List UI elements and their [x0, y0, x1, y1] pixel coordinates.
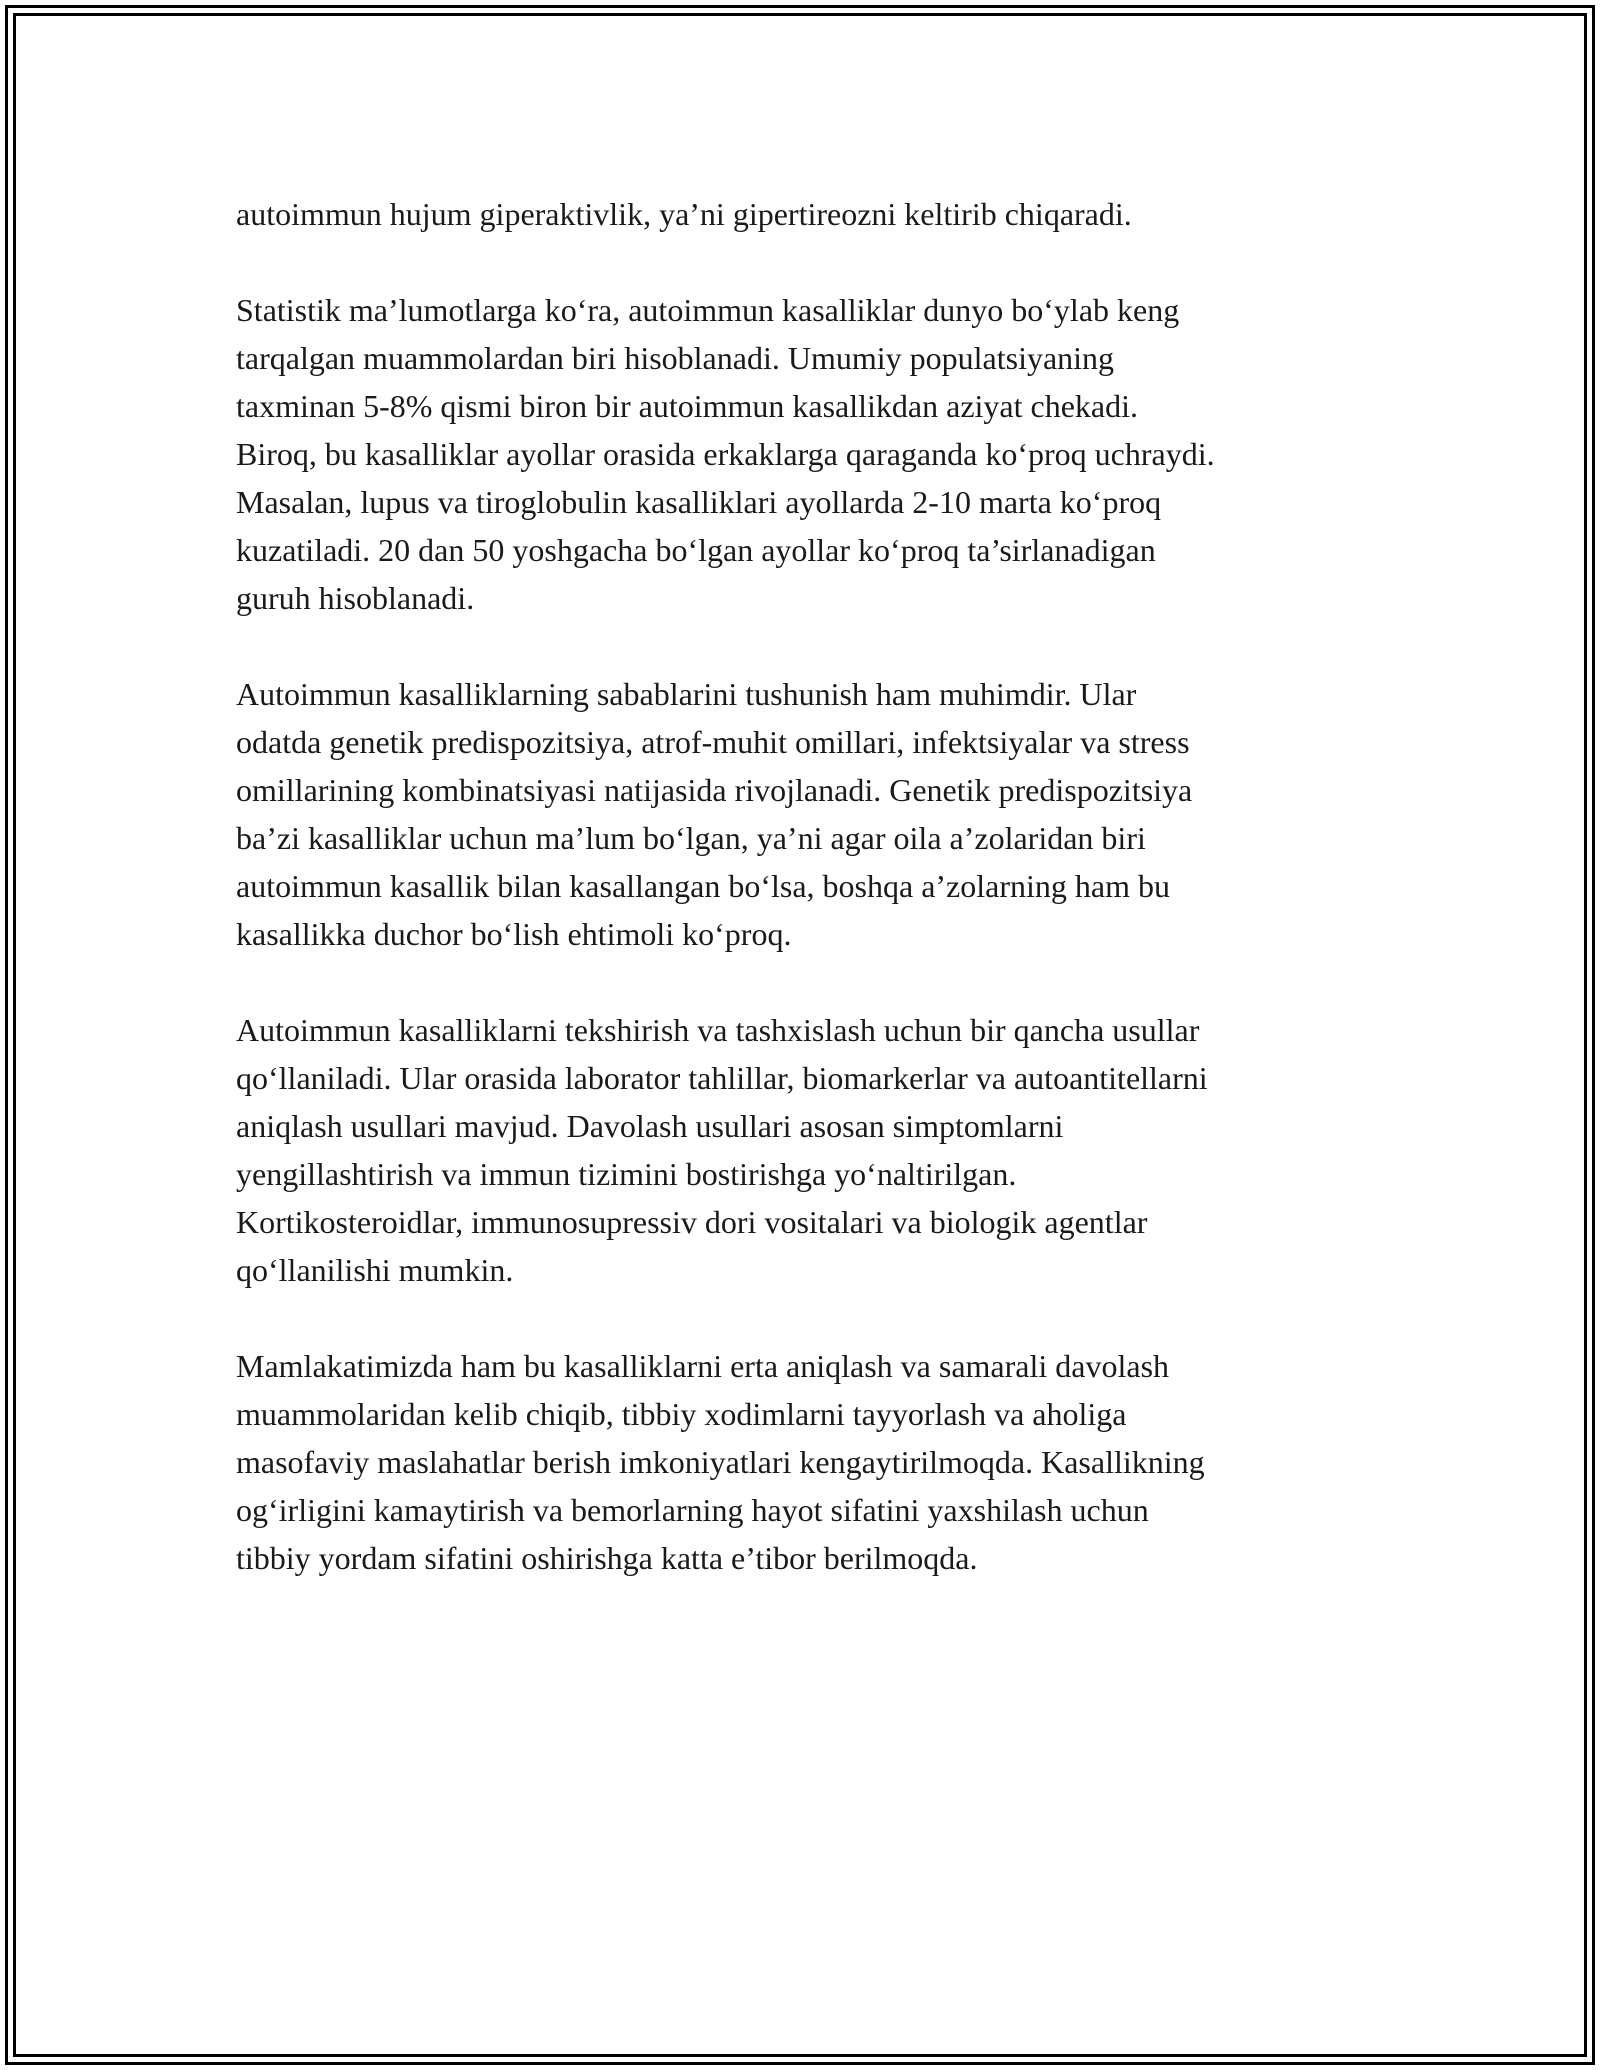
paragraph-2: Statistik ma’lumotlarga ko‘ra, autoimmun kasalliklar dunyo bo‘ylab keng tarqalgan muammolardan biri hisoblanadi. Umumiy populatsiyaning taxminan 5-8% qismi biron bir autoimmun kasallikdan aziyat chekadi. Biroq, bu kasalliklar ayollar orasida erkaklarga qaraganda ko‘proq uchraydi. Masalan, lupus va tiroglobulin kasalliklari ayollarda 2-10 marta ko‘proq kuzatiladi. 20 dan 50 yoshgacha bo‘lgan ayollar ko‘proq ta’sirlanadigan guruh hisoblanadi.	[236, 292, 1215, 616]
paragraph-4: Autoimmun kasalliklarni tekshirish va tashxislash uchun bir qancha usullar qo‘llaniladi. Ular orasida laborator tahlillar, biomarkerlar va autoantitellarni aniqlash usullari mavjud. Davolash usullari asosan simptomlarni yengillashtirish va immun tizimini bostirishga yo‘naltirilgan. Kortikosteroidlar, immunosupressiv dori vositalari va biologik agentlar qo‘llanilishi mumkin.	[236, 1012, 1208, 1288]
paragraph-5: Mamlakatimizda ham bu kasalliklarni erta aniqlash va samarali davolash muammolaridan kelib chiqib, tibbiy xodimlarni tayyorlash va aholiga masofaviy maslahatlar berish imkoniyatlari kengaytirilmoqda. Kasallikning og‘irligini kamaytirish va bemorlarning hayot sifatini yaxshilash uchun tibbiy yordam sifatini oshirishga katta e’tibor berilmoqda.	[236, 1348, 1205, 1576]
paragraph-3: Autoimmun kasalliklarning sabablarini tushunish ham muhimdir. Ular odatda genetik predispozitsiya, atrof-muhit omillari, infektsiyalar va stress omillarining kombinatsiyasi natijasida rivojlanadi. Genetik predispozitsiya ba’zi kasalliklar uchun ma’lum bo‘lgan, ya’ni agar oila a’zolaridan biri autoimmun kasallik bilan kasallangan bo‘lsa, boshqa a’zolarning ham bu kasallikka duchor bo‘lish ehtimoli ko‘proq.	[236, 676, 1193, 952]
paragraph-1: autoimmun hujum giperaktivlik, ya’ni gipertireozni keltirib chiqaradi.	[236, 196, 1132, 232]
document-body	[236, 190, 1376, 1630]
